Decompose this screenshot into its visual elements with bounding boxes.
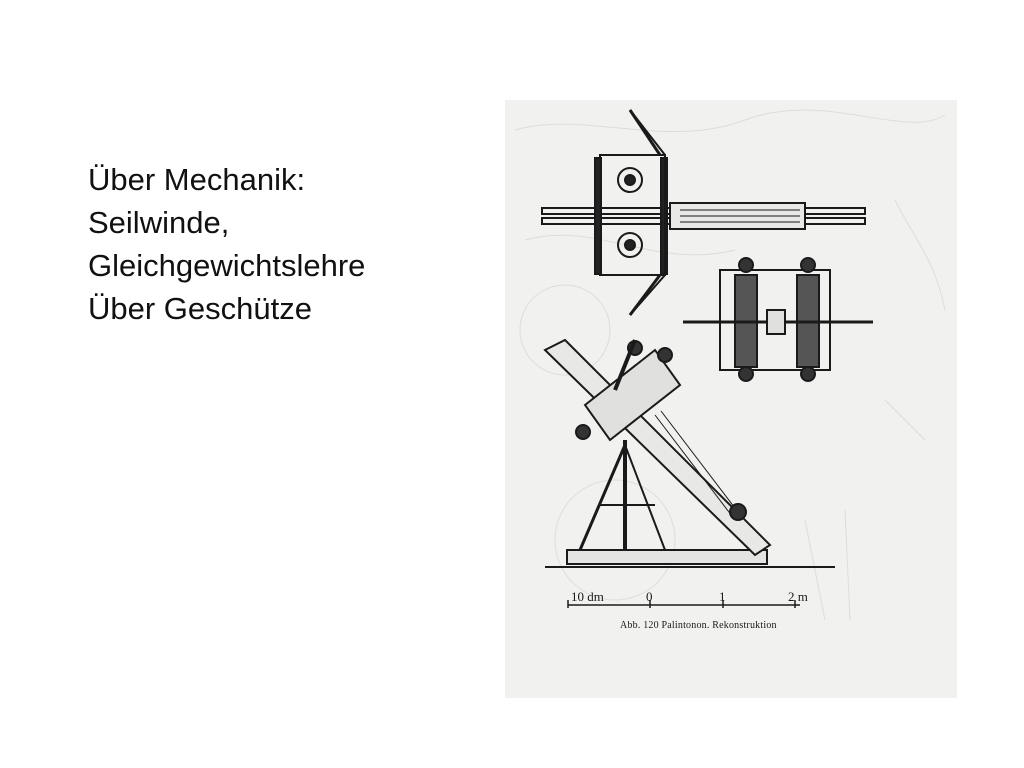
figure-caption: Abb. 120 Palintonon. Rekonstruktion	[620, 620, 777, 631]
slide-text	[88, 158, 365, 330]
scale-label-2m: 2 m	[788, 589, 808, 604]
scale-label-1: 1	[719, 589, 726, 604]
palintonon-drawing	[505, 100, 957, 698]
palintonon-figure	[505, 100, 957, 698]
text-line-seilwinde: Seilwinde,	[88, 205, 230, 240]
scale-label-0: 0	[646, 589, 653, 604]
scale-label-10dm: 10 dm	[571, 589, 604, 604]
text-line-geschuetze: Über Geschütze	[88, 291, 312, 326]
side-view	[545, 340, 835, 567]
text-line-gleichgewichtslehre: Gleichgewichtslehre	[88, 248, 366, 283]
text-line-mechanik: Über Mechanik:	[88, 162, 306, 197]
front-view	[683, 258, 873, 381]
